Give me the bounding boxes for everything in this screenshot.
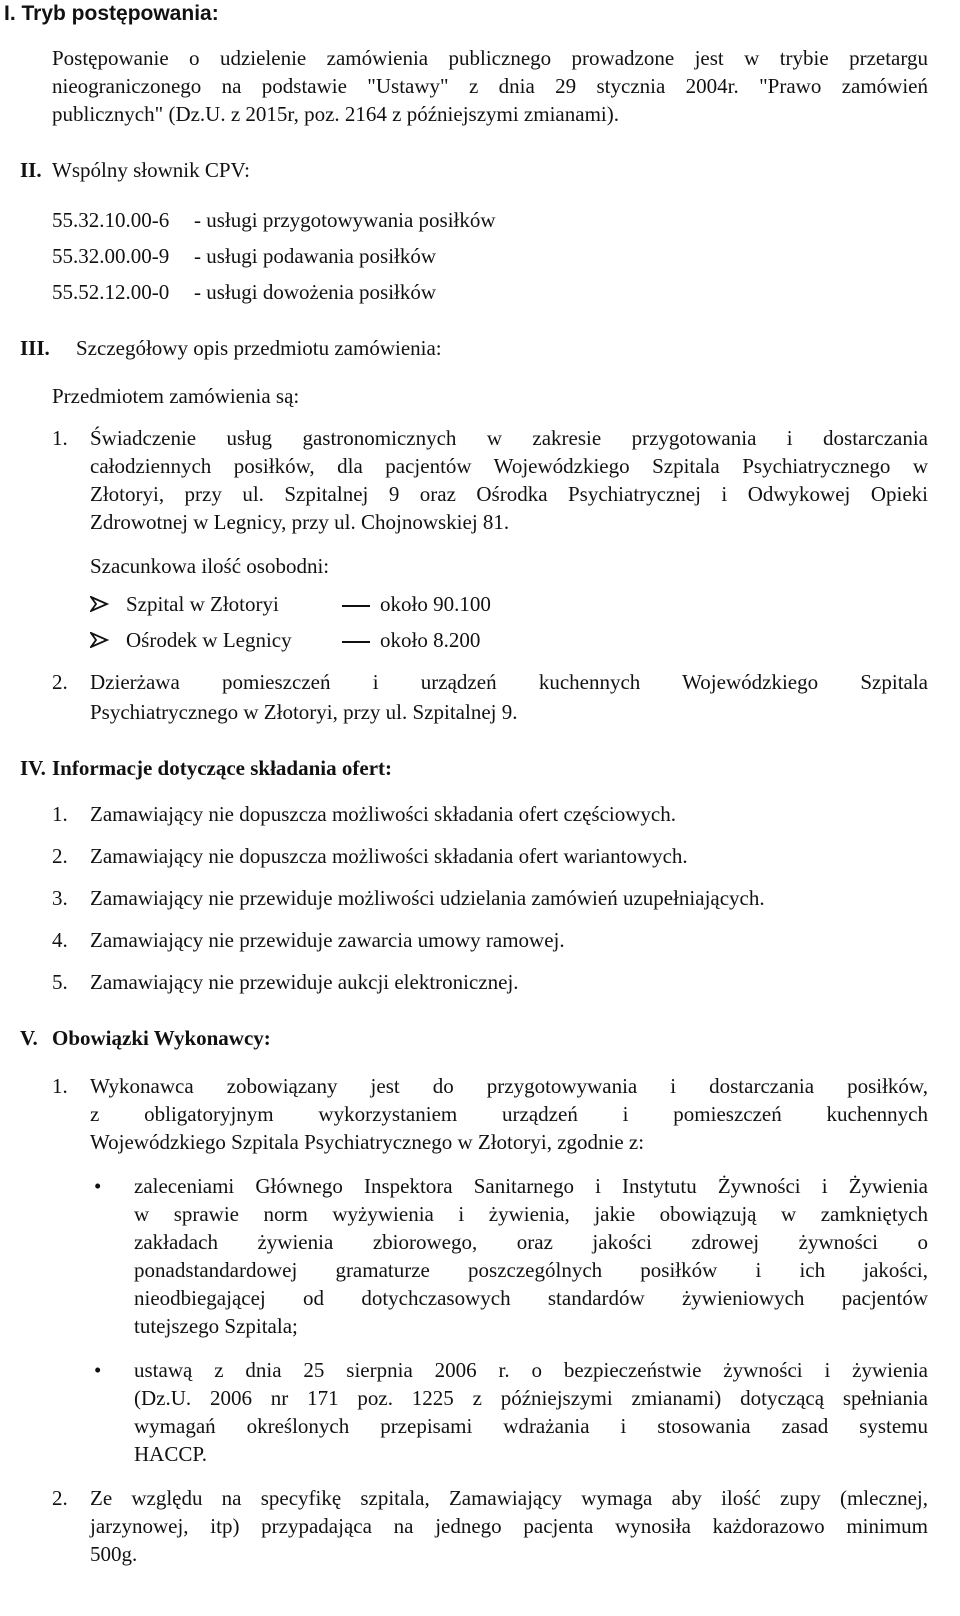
bullet-2-line-1: ustawą z dnia 25 sierpnia 2006 r. o bezpieczeństwie żywności i żywienia [134, 1358, 928, 1382]
bullet-1-line-3: zakładach żywienia zbiorowego, oraz jakości zdrowej żywności o [134, 1230, 928, 1254]
bullet-2-line-3: wymagań określonych przepisami wdrażania i stosowania zasad systemu [134, 1414, 928, 1438]
offer-info-number-3: 3. [52, 886, 68, 910]
section-1-line-3: publicznych" (Dz.U. z 2015r, poz. 2164 z późniejszymi zmianami). [52, 102, 619, 126]
estimate-place-2: Ośrodek w Legnicy [126, 628, 292, 652]
section-3-item-2-number: 2. [52, 670, 68, 694]
offer-info-number-5: 5. [52, 970, 68, 994]
bullet-1-line-6: tutejszego Szpitala; [134, 1314, 298, 1338]
offer-info-text-1: Zamawiający nie dopuszcza możliwości składania ofert częściowych. [90, 802, 677, 826]
section-5-heading: Obowiązki Wykonawcy: [52, 1026, 271, 1050]
section-5-item-1-line-1: Wykonawca zobowiązany jest do przygotowywania i dostarczania posiłków, [90, 1074, 928, 1098]
section-3-heading: Szczegółowy opis przedmiotu zamówienia: [76, 336, 442, 360]
section-5-item-2-line-2: jarzynowej, itp) przypadająca na jednego pacjenta wynosiła każdorazowo minimum [90, 1514, 928, 1538]
section-3-item-1-line-2: całodziennych posiłków, dla pacjentów Wojewódzkiego Szpitala Psychiatrycznego w [90, 454, 928, 478]
section-3-item-1-line-3: Złotoryi, przy ul. Szpitalnej 9 oraz Ośrodka Psychiatrycznej i Odwykowej Opieki [90, 482, 928, 506]
bullet-icon: • [94, 1174, 102, 1198]
section-5-item-1-line-3: Wojewódzkiego Szpitala Psychiatrycznego w Złotoryi, zgodnie z: [90, 1130, 645, 1154]
bullet-1-line-5: nieodbiegającej od dotychczasowych standardów żywieniowych pacjentów [134, 1286, 928, 1310]
section-4-heading: Informacje dotyczące składania ofert: [52, 756, 392, 780]
estimate-dash-2 [342, 641, 370, 643]
offer-info-text-2: Zamawiający nie dopuszcza możliwości składania ofert wariantowych. [90, 844, 688, 868]
section-1-line-1: Postępowanie o udzielenie zamówienia publicznego prowadzone jest w trybie przetargu [52, 46, 928, 70]
offer-info-text-5: Zamawiający nie przewiduje aukcji elektronicznej. [90, 970, 519, 994]
section-3-intro: Przedmiotem zamówienia są: [52, 384, 300, 408]
section-1-heading: I. Tryb postępowania: [4, 2, 219, 25]
offer-info-number-4: 4. [52, 928, 68, 952]
estimate-amount-2: około 8.200 [380, 628, 481, 652]
section-5-item-1-number: 1. [52, 1074, 68, 1098]
bullet-2-line-2: (Dz.U. 2006 nr 171 poz. 1225 z późniejszymi zmianami) dotyczącą spełniania [134, 1386, 928, 1410]
section-5-item-2-number: 2. [52, 1486, 68, 1510]
bullet-1-line-1: zaleceniami Głównego Inspektora Sanitarnego i Instytutu Żywności i Żywienia [134, 1174, 928, 1198]
bullet-1-line-2: w sprawie norm wyżywienia i żywienia, jakie obowiązują w zamkniętych [134, 1202, 928, 1226]
section-1-line-2: nieograniczonego na podstawie "Ustawy" z dnia 29 stycznia 2004r. "Prawo zamówień [52, 74, 928, 98]
section-5-item-2-line-1: Ze względu na specyfikę szpitala, Zamawiający wymaga aby ilość zupy (mlecznej, [90, 1486, 928, 1510]
section-2-number: II. [20, 158, 42, 182]
offer-info-number-2: 2. [52, 844, 68, 868]
cpv-desc-2: - usługi podawania posiłków [194, 244, 437, 268]
bullet-2-line-4: HACCP. [134, 1442, 207, 1466]
offer-info-number-1: 1. [52, 802, 68, 826]
estimate-amount-1: około 90.100 [380, 592, 491, 616]
cpv-desc-1: - usługi przygotowywania posiłków [194, 208, 496, 232]
section-3-item-1-number: 1. [52, 426, 68, 450]
section-5-number: V. [20, 1026, 38, 1050]
section-5-item-2-line-3: 500g. [90, 1542, 138, 1566]
bullet-icon: • [94, 1358, 102, 1382]
cpv-desc-3: - usługi dowożenia posiłków [194, 280, 437, 304]
section-3-item-1-line-1: Świadczenie usług gastronomicznych w zakresie przygotowania i dostarczania [90, 426, 928, 450]
section-2-heading: Wspólny słownik CPV: [52, 158, 250, 182]
cpv-code-3: 55.52.12.00-0 [52, 280, 170, 304]
estimate-place-1: Szpital w Złotoryi [126, 592, 279, 616]
estimate-dash-1 [342, 605, 370, 607]
section-3-item-2-line-1: Dzierżawa pomieszczeń i urządzeń kuchennych Wojewódzkiego Szpitala [90, 670, 928, 694]
estimate-label: Szacunkowa ilość osobodni: [90, 554, 330, 578]
cpv-code-1: 55.32.10.00-6 [52, 208, 170, 232]
section-3-item-1-line-4: Zdrowotnej w Legnicy, przy ul. Chojnowskiej 81. [90, 510, 510, 534]
section-4-number: IV. [20, 756, 46, 780]
arrow-bullet-icon [90, 596, 110, 612]
cpv-code-2: 55.32.00.00-9 [52, 244, 170, 268]
section-3-number: III. [20, 336, 50, 360]
section-5-item-1-line-2: z obligatoryjnym wykorzystaniem urządzeń i pomieszczeń kuchennych [90, 1102, 928, 1126]
offer-info-text-3: Zamawiający nie przewiduje możliwości udzielania zamówień uzupełniających. [90, 886, 765, 910]
arrow-bullet-icon [90, 632, 110, 648]
bullet-1-line-4: ponadstandardowej gramaturze poszczególnych posiłków i ich jakości, [134, 1258, 928, 1282]
section-3-item-2-line-2: Psychiatrycznego w Złotoryi, przy ul. Szpitalnej 9. [90, 700, 518, 724]
offer-info-text-4: Zamawiający nie przewiduje zawarcia umowy ramowej. [90, 928, 565, 952]
